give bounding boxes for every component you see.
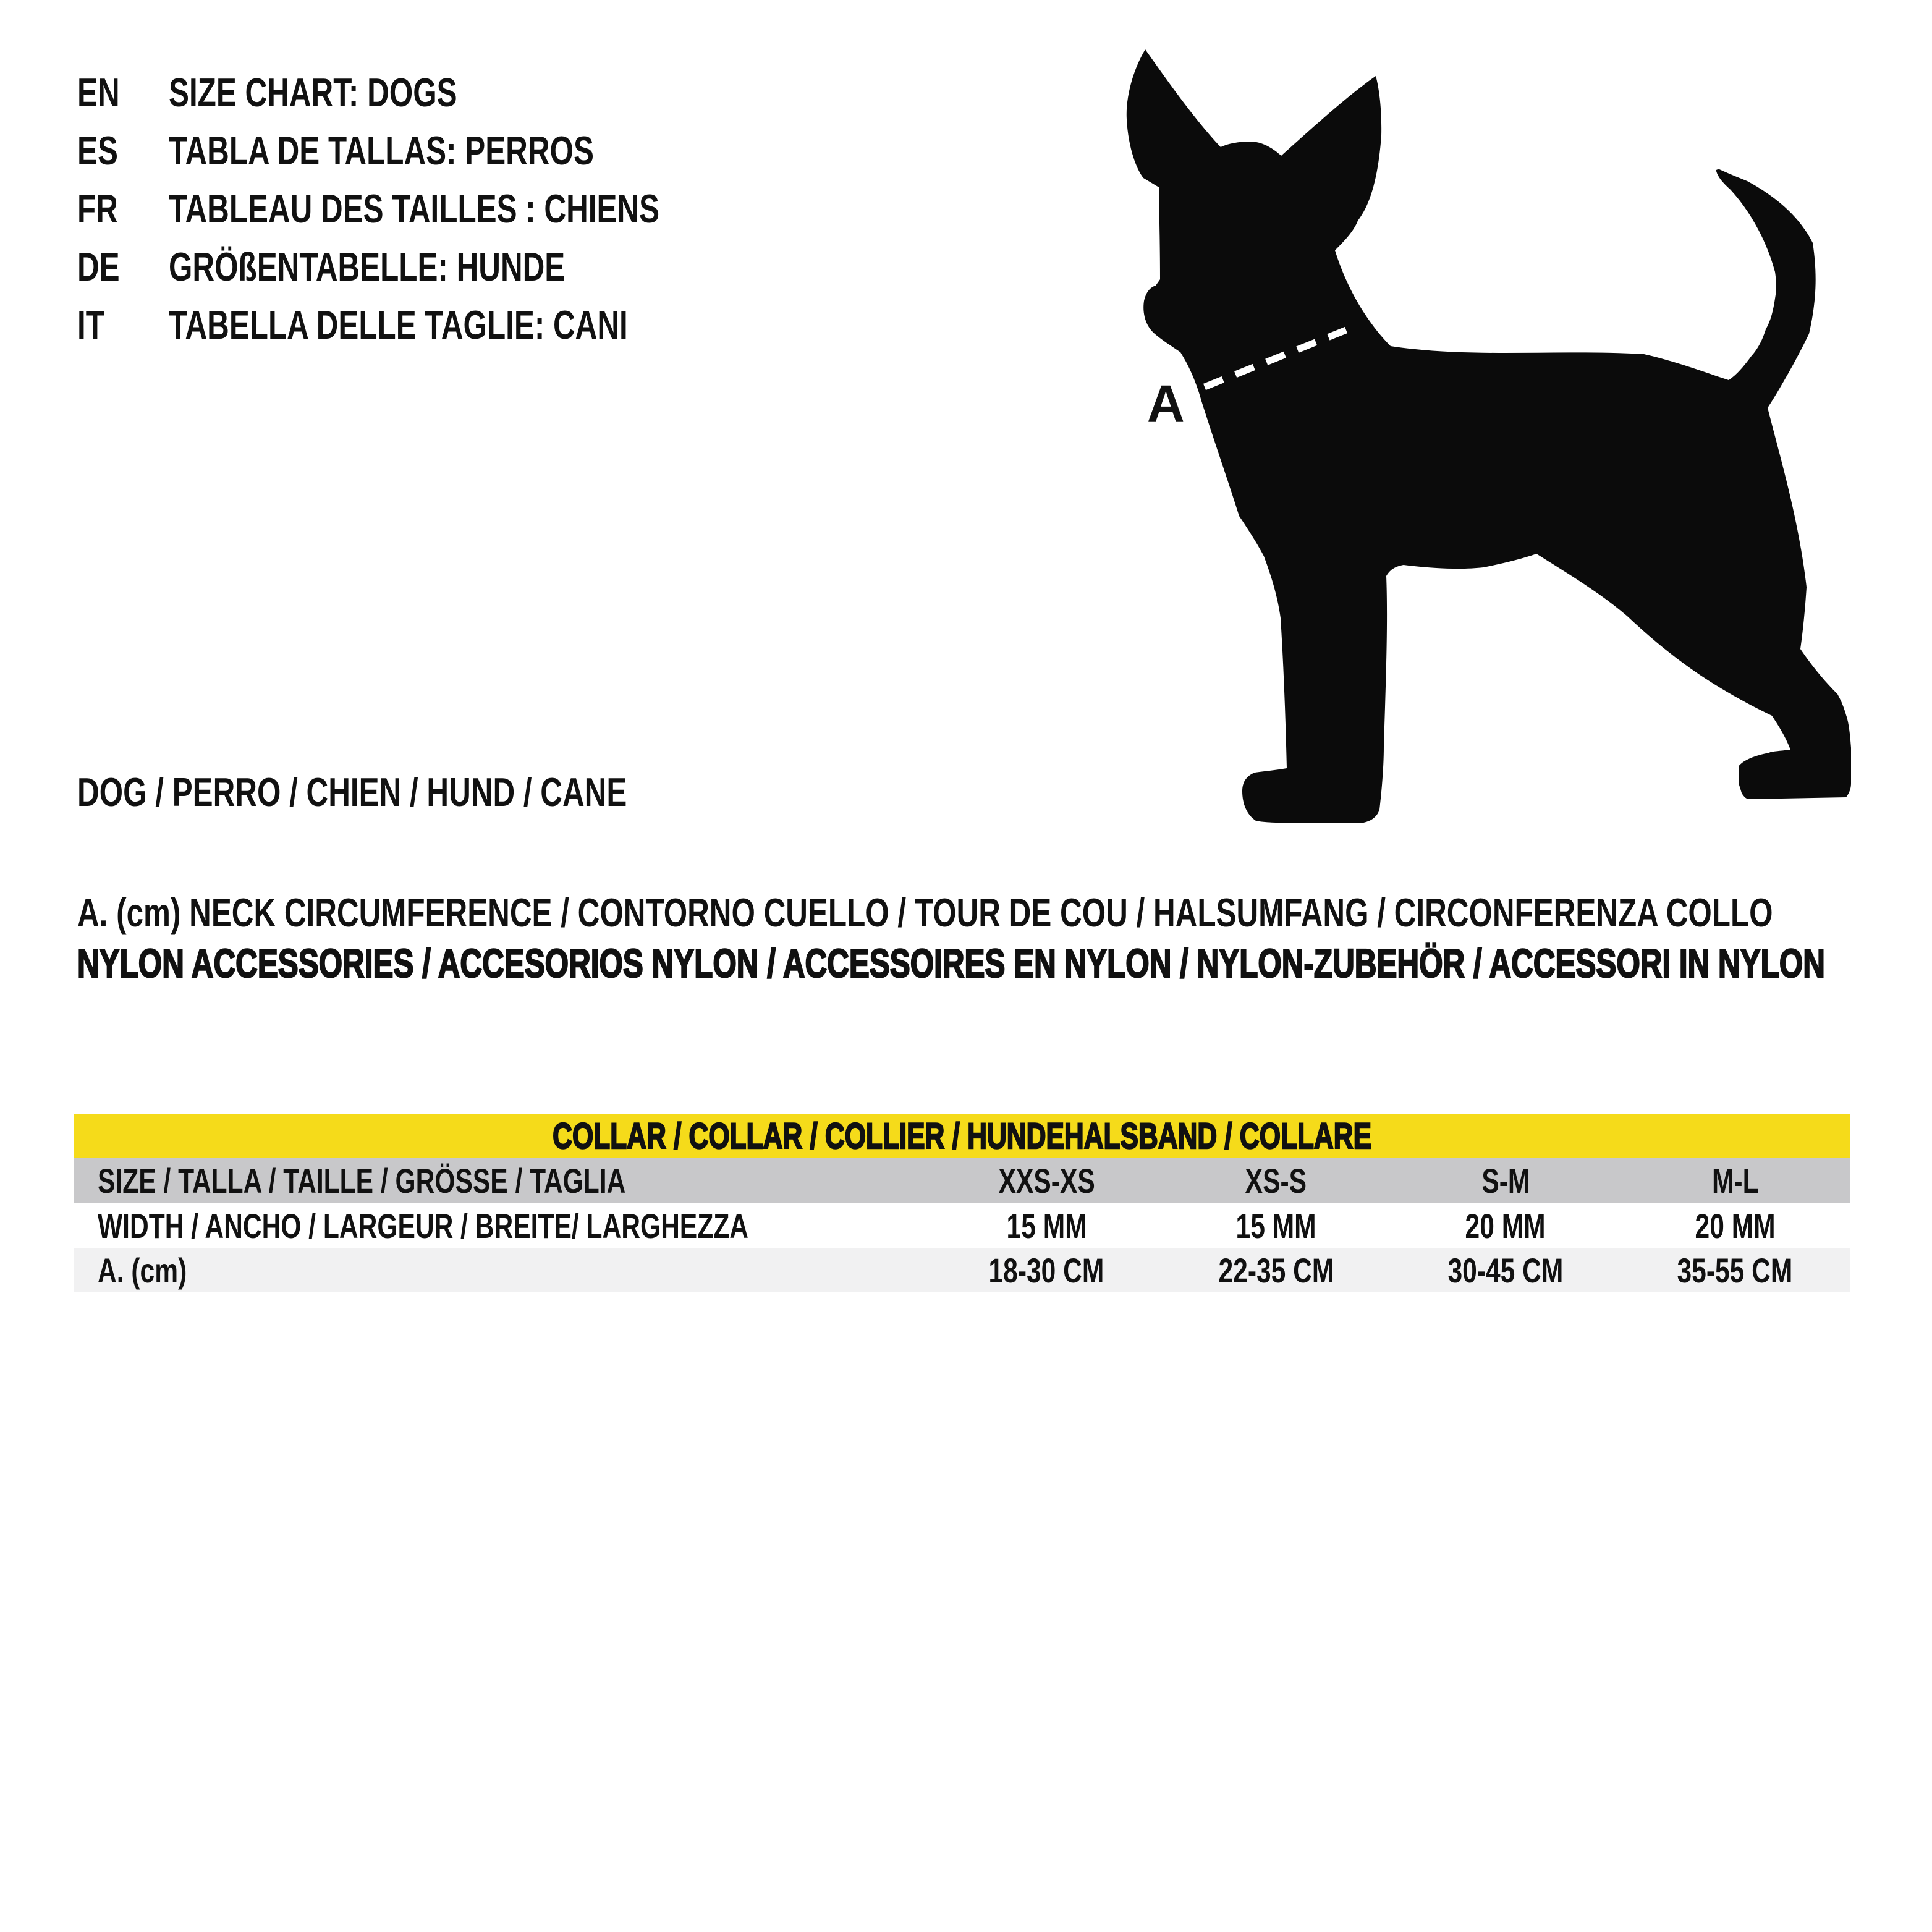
list-item (77, 63, 815, 121)
table-header-label: COLLAR / COLLAR / COLLIER / HUNDEHALSBAND / COLLARE (553, 1116, 1371, 1156)
measurement-note: A. (cm) NECK CIRCUMFERENCE / CONTORNO CUELLO / TOUR DE COU / HALSUMFANG / CIRCONFERENZA COLLO (77, 890, 1773, 935)
table-row (74, 1203, 1850, 1248)
lang-code: FR (77, 185, 118, 231)
table-row (74, 1248, 1850, 1292)
table-cell: 20 MM (1465, 1206, 1546, 1245)
table-cell: 22-35 CM (1218, 1251, 1334, 1290)
table-cell: S-M (1481, 1161, 1530, 1200)
table-cell: 20 MM (1695, 1206, 1776, 1245)
figure-caption: DOG / PERRO / CHIEN / HUND / CANE (77, 769, 627, 815)
list-item (77, 121, 815, 179)
list-item (77, 295, 815, 354)
row-label: A. (cm) (98, 1251, 187, 1290)
lang-title: GRÖßENTABELLE: HUNDE (169, 244, 566, 289)
table-cell: 35-55 CM (1677, 1251, 1793, 1290)
lang-code: DE (77, 244, 120, 289)
lang-title: TABLEAU DES TAILLES : CHIENS (169, 185, 660, 231)
lang-code: IT (77, 302, 104, 347)
list-item (77, 237, 815, 295)
dog-figure (1125, 37, 1866, 841)
row-label: SIZE / TALLA / TAILLE / GRÖSSE / TAGLIA (98, 1161, 626, 1200)
lang-code: ES (77, 127, 118, 173)
dog-silhouette (1125, 37, 1866, 841)
lang-title: TABLA DE TALLAS: PERROS (169, 127, 594, 173)
language-title-list (77, 63, 815, 354)
table-cell: 15 MM (1235, 1206, 1316, 1245)
lang-code: EN (77, 69, 120, 115)
table-header (74, 1114, 1850, 1158)
collar-size-table (74, 1114, 1850, 1292)
table-row (74, 1158, 1850, 1203)
neck-marker-label: A (1147, 375, 1185, 433)
lang-title: SIZE CHART: DOGS (169, 69, 457, 115)
table-cell: 15 MM (1006, 1206, 1087, 1245)
lang-title: TABELLA DELLE TAGLIE: CANI (169, 302, 628, 347)
list-item (77, 179, 815, 237)
table-cell: XS-S (1245, 1161, 1307, 1200)
table-cell: XXS-XS (998, 1161, 1095, 1200)
material-note: NYLON ACCESSORIES / ACCESORIOS NYLON / ACCESSOIRES EN NYLON / NYLON-ZUBEHÖR / ACCESSORI IN NYLON (77, 941, 1825, 986)
row-label: WIDTH / ANCHO / LARGEUR / BREITE/ LARGHEZZA (98, 1206, 748, 1245)
table-cell: 18-30 CM (988, 1251, 1104, 1290)
table-cell: M-L (1711, 1161, 1759, 1200)
table-cell: 30-45 CM (1447, 1251, 1564, 1290)
